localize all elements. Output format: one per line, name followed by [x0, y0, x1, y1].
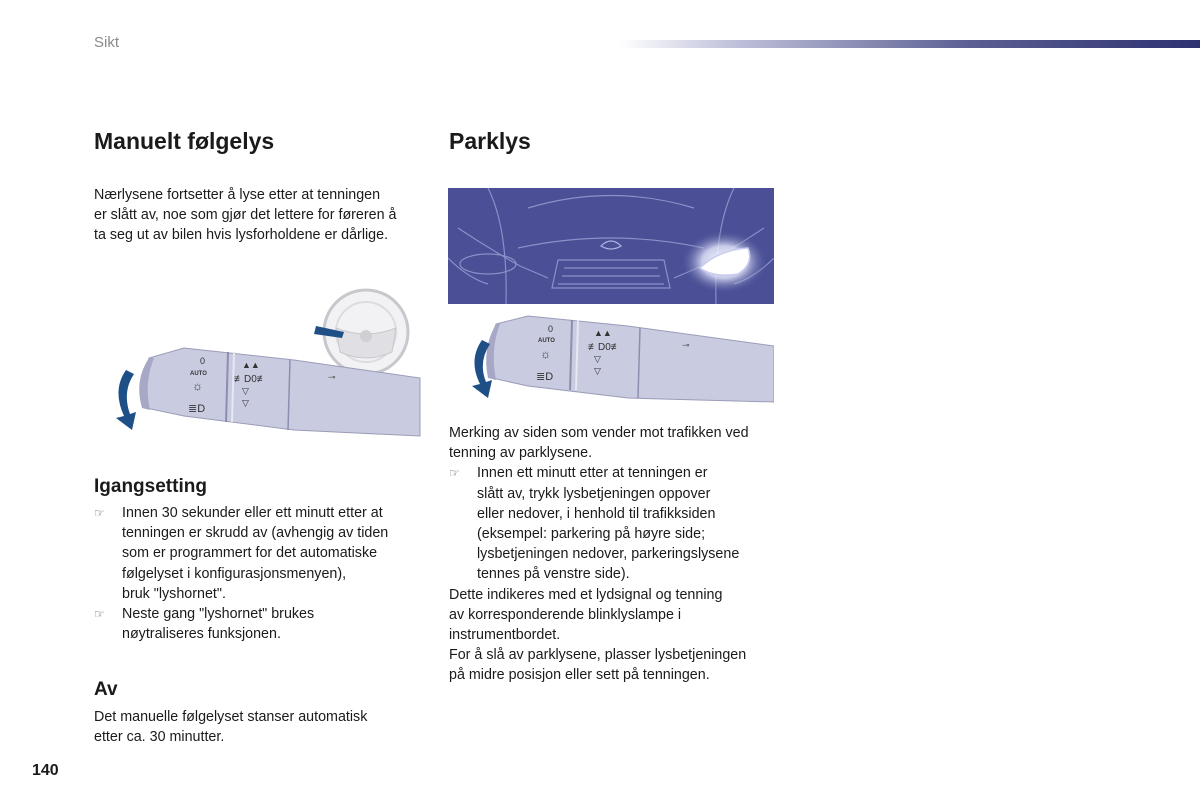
- sidelight-icon: ☼: [540, 347, 551, 361]
- stalk-zero-label: 0: [200, 356, 206, 366]
- section-label: Sikt: [94, 34, 120, 51]
- intro-line: er slått av, noe som gjør det lettere for føreren å: [94, 207, 397, 224]
- light-stalk-icon: [486, 316, 774, 402]
- off-heading: Av: [94, 679, 118, 700]
- bullet-icon: ☞: [94, 506, 105, 520]
- down-arrow-icon: ▽: [242, 398, 249, 408]
- down-arrow-icon: ▽: [594, 366, 601, 376]
- up-arrow-icon: ▲▲: [594, 328, 612, 338]
- rotate-arrow-icon: [116, 370, 136, 430]
- list-item: ☞ Innen ett minutt etter at tenningen er slått av, trykk lysbetjeningen oppover eller nedover, i henhold til trafikksiden (eksempel: parkering på høyre side; lysbetjeningen nedover, parkeringslysene tennes på venstre side).: [449, 465, 740, 583]
- key-icon: ⊸: [682, 340, 690, 350]
- bullet-icon: ☞: [449, 466, 460, 481]
- start-heading: Igangsetting: [94, 476, 207, 497]
- headlight-icon: ≣D: [188, 403, 206, 415]
- off-text: Det manuelle følgelyset stanser automatisk etter ca. 30 minutter.: [94, 709, 368, 746]
- stalk-zero-label: 0: [548, 324, 554, 334]
- page-number: 140: [32, 762, 59, 779]
- sidelight-icon: ☼: [192, 379, 203, 393]
- start-list: [94, 503, 424, 644]
- headlight-icon: ≣D: [536, 371, 554, 383]
- list-item: ☞ Neste gang "lyshornet" brukes nøytraliseres funksjonen.: [94, 606, 315, 643]
- fog-light-icon: ≢D0≢: [588, 342, 621, 353]
- down-arrow-icon: ▽: [242, 386, 249, 396]
- intro-line: Nærlysene fortsetter å lyse etter at tenningen: [94, 187, 381, 203]
- left-intro: [94, 185, 434, 246]
- bullet-icon: ☞: [94, 607, 105, 622]
- stalk-auto-label: AUTO: [538, 338, 555, 344]
- right-title: Parklys: [449, 128, 531, 154]
- right-list: [449, 463, 784, 584]
- stalk-auto-label: AUTO: [190, 371, 207, 377]
- right-stalk-illustration: [448, 306, 774, 410]
- right-text: Merking av siden som vender mot trafikken ved tenning av parklysene. ☞ Innen ett minutt etter at tenningen er slått av, trykk lysbetjeningen oppover eller nedover, i henhold til trafikksiden (eksempel: parkering på høyre side; lysbetjeningen nedover, parkeringslysene tennes på venstre side). Dette indikeres med et lydsignal og tenning av korresponderende blinklyslampe i instrumentbordet. For å slå av parklysene, plasser lysbetjeningen på midre posisjon eller sett på tenningen.: [449, 423, 784, 686]
- left-stalk-illustration: [94, 280, 424, 440]
- up-arrow-icon: ▲▲: [242, 360, 260, 370]
- left-title: Manuelt følgelys: [94, 128, 275, 154]
- key-icon: ⊸: [328, 372, 336, 382]
- fog-light-icon: ≢D0≢: [234, 374, 267, 385]
- down-arrow-icon: ▽: [594, 354, 601, 364]
- list-item: ☞ Innen 30 sekunder eller ett minutt etter at tenningen er skrudd av (avhengig av tiden som er programmert for det automatiske følgelyset i konfigurasjonsmenyen), bruk "lyshornet".: [94, 505, 389, 602]
- intro-line: ta seg ut av bilen hvis lysforholdene er dårlige.: [94, 227, 389, 244]
- car-front-illustration: [448, 188, 774, 304]
- header-bar: [620, 40, 1200, 48]
